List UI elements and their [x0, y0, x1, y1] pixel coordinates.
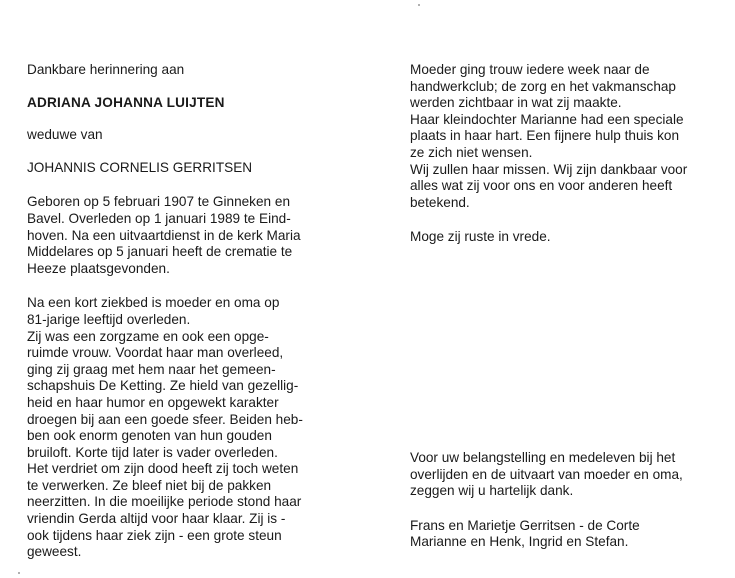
right-column: [410, 62, 710, 246]
text-line: hoven. Na een uitvaartdienst in de kerk Maria: [27, 227, 301, 243]
text-line: zeggen wij u hartelijk dank.: [410, 483, 574, 499]
hobbies-paragraph: [410, 62, 710, 211]
text-line: Moeder ging trouw iedere week naar de: [410, 62, 650, 77]
text-line: overlijden en de uitvaart van moeder en oma,: [410, 466, 683, 482]
text-line: Zij was een zorgzame en ook een opge-: [27, 328, 269, 344]
prayer-text: Moge zij ruste in vrede.: [410, 229, 551, 245]
birth-death-paragraph: [27, 194, 327, 277]
life-story-paragraph: [27, 295, 327, 561]
text-line: heid en haar humor en opgewekt karakter: [27, 394, 279, 410]
text-line: ben ook enorm genoten van hun gouden: [27, 428, 272, 444]
text-line: neerzitten. In die moeilijke periode stond haar: [27, 494, 302, 510]
text-line: Marianne en Henk, Ingrid en Stefan.: [410, 534, 629, 550]
text-line: ze zich niet wensen.: [410, 144, 533, 160]
scan-speck: [418, 4, 420, 6]
text-line: Het verdriet om zijn dood heeft zij toch weten: [27, 461, 299, 477]
text-line: 81-jarige leeftijd overleden.: [27, 311, 191, 327]
scan-speck: [18, 572, 20, 574]
text-line: Frans en Marietje Gerritsen - de Corte: [410, 517, 640, 533]
text-line: Wij zullen haar missen. Wij zijn dankbaar voor: [410, 161, 688, 177]
text-line: werden zichtbaar in wat zij maakte.: [410, 95, 622, 111]
text-line: schapshuis De Ketting. Ze hield van gezellig-: [27, 378, 299, 394]
text-line: geweest.: [27, 544, 82, 560]
family-signature: [410, 518, 710, 551]
text-line: bruiloft. Korte tijd later is vader overleden.: [27, 444, 278, 460]
text-line: Na een kort ziekbed is moeder en oma op: [27, 295, 280, 311]
text-line: ruimde vrouw. Voordat haar man overleed,: [27, 345, 284, 361]
deceased-name: ADRIANA JOHANNA LUIJTEN: [27, 94, 225, 110]
left-column: [27, 62, 327, 561]
text-line: betekend.: [410, 194, 470, 210]
text-line: Bavel. Overleden op 1 januari 1989 te Eind-: [27, 210, 291, 226]
text-line: ging zij graag met hem naar het gemeen-: [27, 361, 276, 377]
text-line: te verwerken. Ze bleef niet bij de pakken: [27, 477, 272, 493]
text-line: plaats in haar hart. Een fijnere hulp thuis kon: [410, 128, 680, 144]
widow-of-text: weduwe van: [27, 127, 103, 143]
text-line: handwerkclub; de zorg en het vakmanschap: [410, 78, 676, 94]
text-line: Middelares op 5 januari heeft de crematie te: [27, 244, 293, 260]
intro-text: Dankbare herinnering aan: [27, 62, 185, 77]
text-line: alles wat zij voor ons en voor anderen heeft: [410, 178, 673, 194]
text-line: vriendin Gerda altijd voor haar klaar. Zij is -: [27, 511, 286, 527]
text-line: Heeze plaatsgevonden.: [27, 260, 170, 276]
husband-name: JOHANNIS CORNELIS GERRITSEN: [27, 159, 253, 175]
text-line: droegen bij aan een goede sfeer. Beiden heb-: [27, 411, 303, 427]
thanks-paragraph: [410, 450, 710, 500]
text-line: Geboren op 5 februari 1907 te Ginneken en: [27, 194, 291, 210]
text-line: Voor uw belangstelling en medeleven bij het: [410, 450, 676, 465]
thanks-block: [410, 450, 710, 551]
text-line: ook tijdens haar ziek zijn - een grote steun: [27, 527, 282, 543]
text-line: Haar kleindochter Marianne had een speciale: [410, 111, 684, 127]
